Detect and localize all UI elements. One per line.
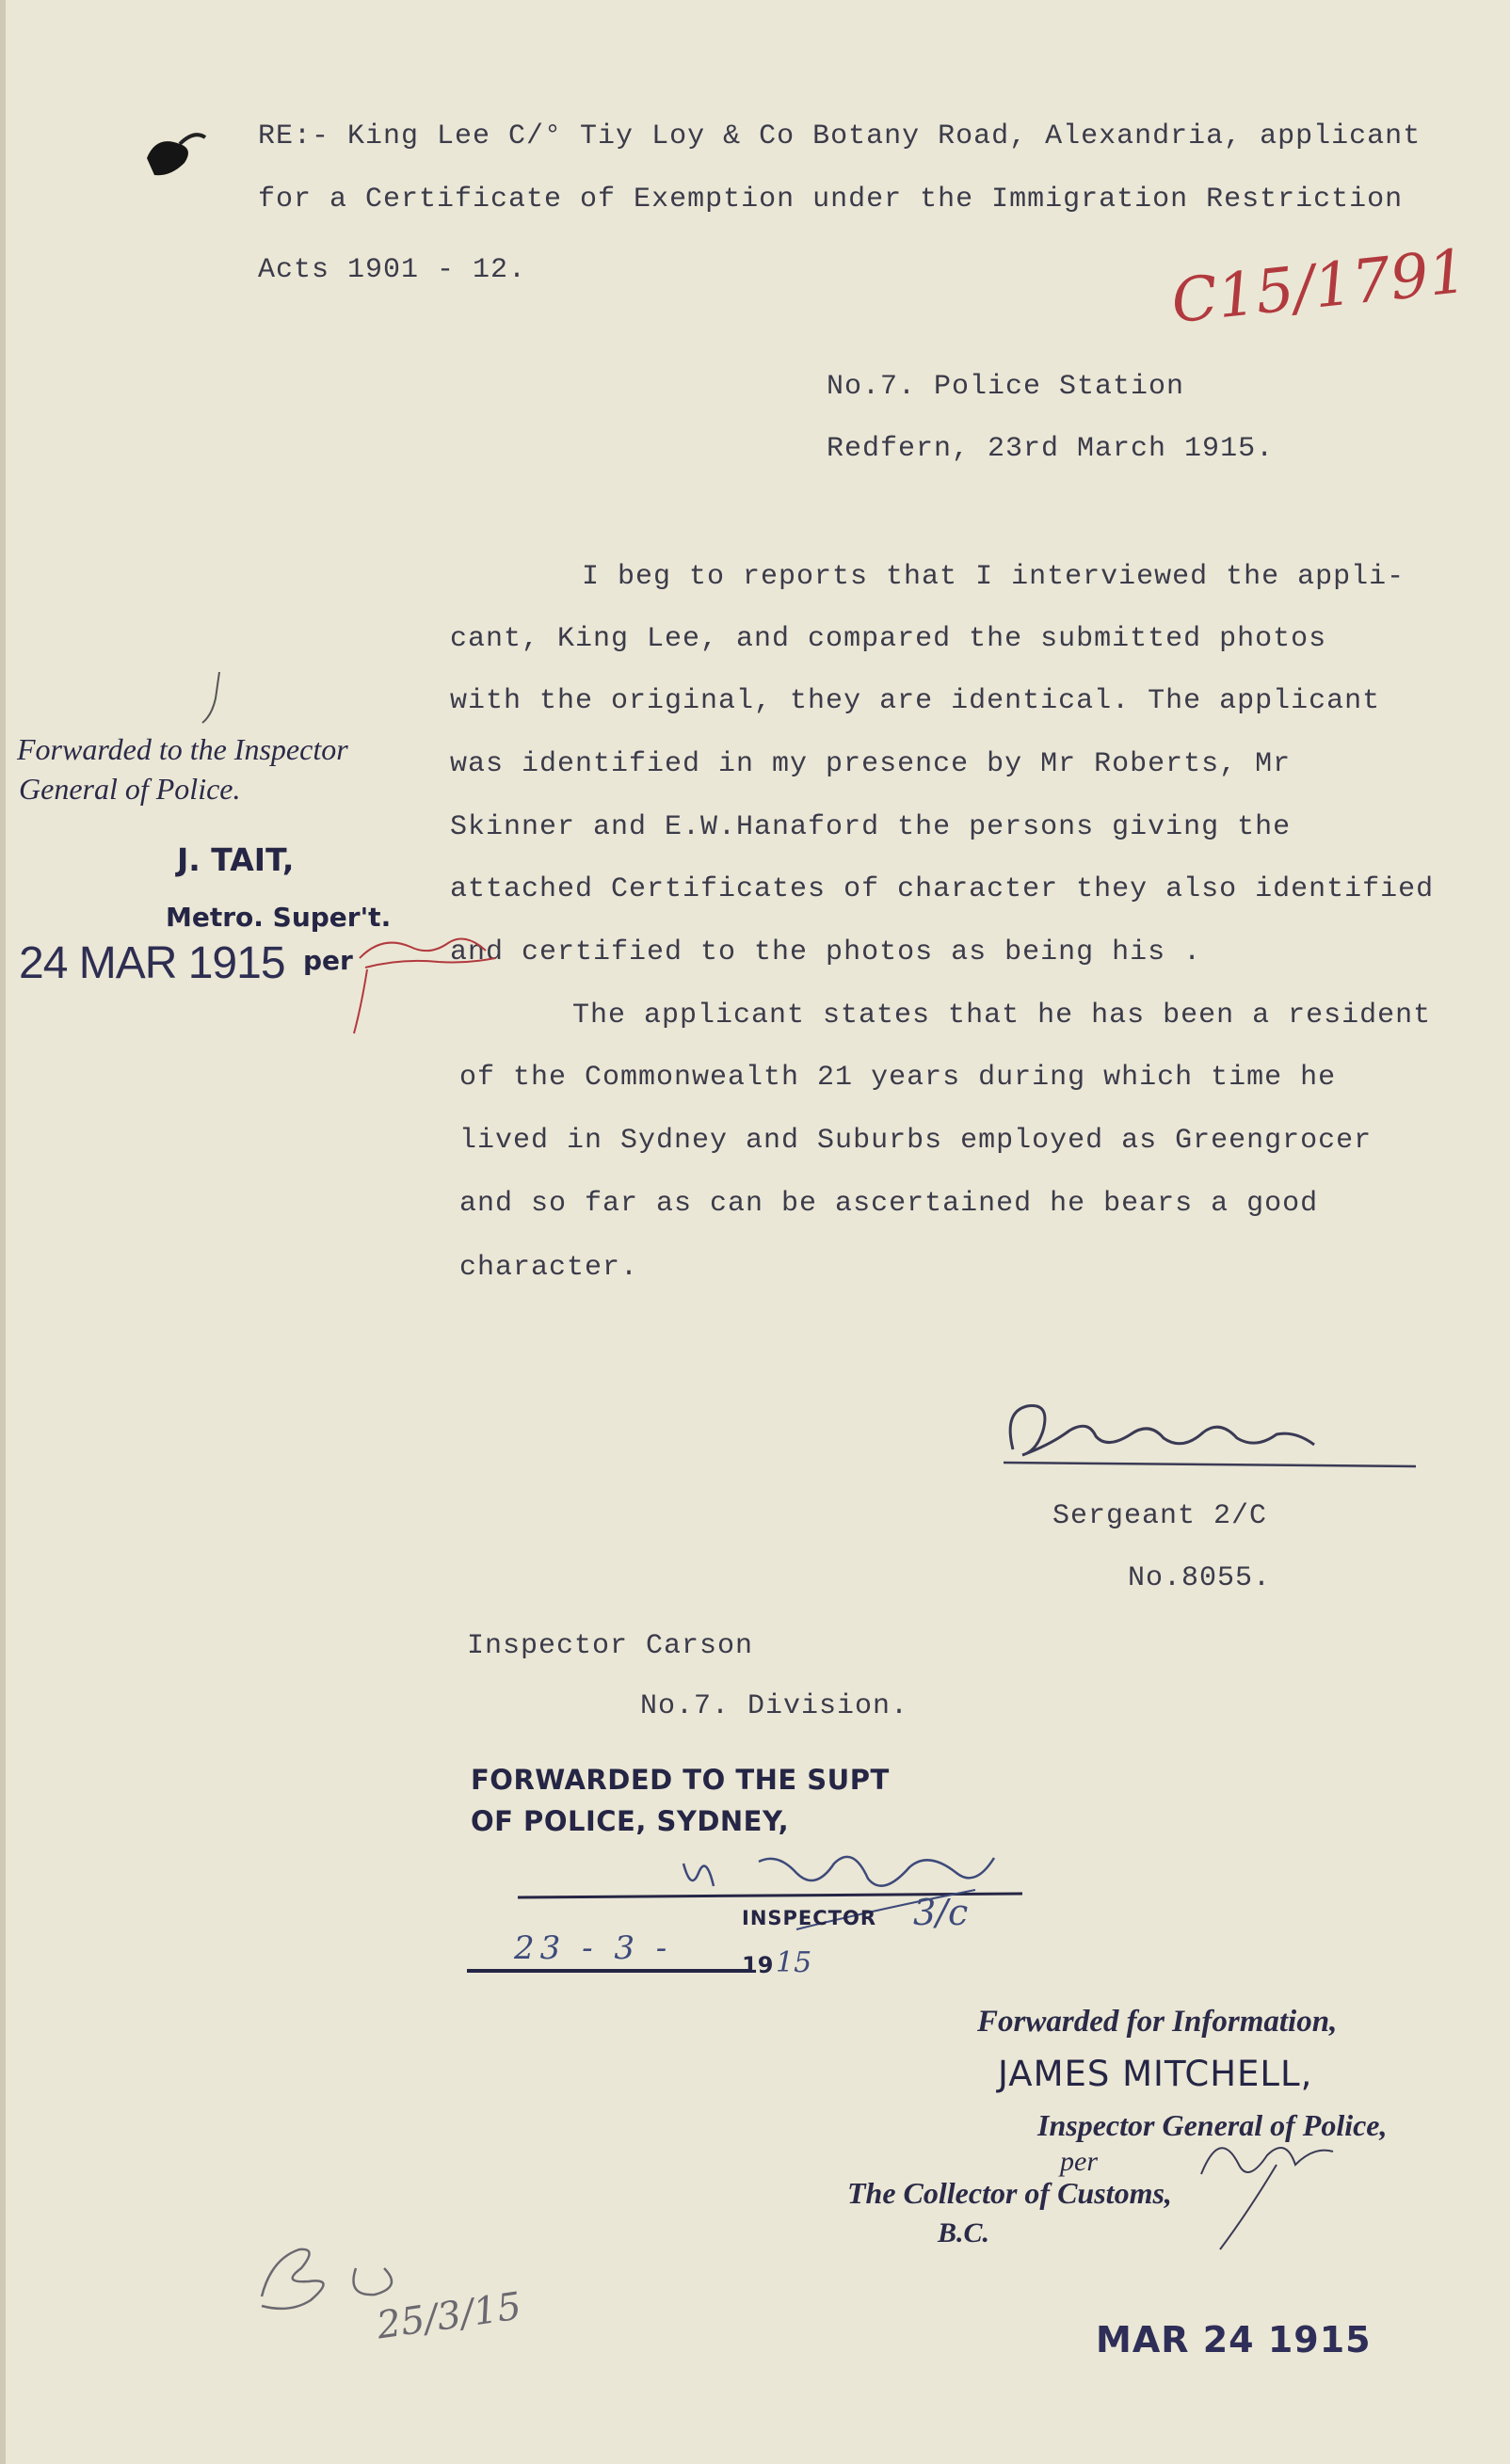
stamp-forwarded-line: Forwarded to the Inspector — [17, 732, 348, 766]
body-line: was identified in my presence by Mr Roberts, Mr — [450, 748, 1292, 780]
initials-date: 25/3/15 — [374, 2284, 524, 2348]
sergeant-signature — [985, 1393, 1418, 1478]
body-line: cant, King Lee, and compared the submitted photos — [450, 623, 1327, 655]
year-suffix: 15 — [776, 1946, 812, 1979]
stamp-title: Metro. Super't. — [166, 902, 392, 933]
place-date-line: Redfern, 23rd March 1915. — [827, 433, 1275, 465]
inspector-label: INSPECTOR — [742, 1907, 877, 1929]
re-line-3: Acts 1901 - 12. — [258, 254, 527, 286]
file-number: C15/1791 — [1167, 236, 1470, 338]
handwritten-date: 23 - 3 - — [514, 1929, 673, 1967]
body-line: with the original, they are identical. The applicant — [450, 685, 1381, 717]
sergeant-number: No.8055. — [1128, 1562, 1272, 1594]
body-line: attached Certificates of character they also identified — [450, 873, 1435, 905]
per-signature-red — [354, 930, 514, 1043]
body-line: character. — [459, 1252, 639, 1284]
info-per-signature — [1192, 2108, 1342, 2259]
info-per: per — [1060, 2146, 1098, 2177]
re-line-1: RE:- King Lee C/° Tiy Loy & Co Botany Road, Alexandria, applicant — [258, 120, 1422, 152]
date-underline — [467, 1965, 749, 1976]
info-code: B.C. — [938, 2217, 990, 2248]
sergeant-rank: Sergeant 2/C — [1052, 1500, 1268, 1532]
info-to: The Collector of Customs, — [847, 2176, 1172, 2210]
stamp-date: 24 MAR 1915 — [19, 938, 285, 988]
info-name: JAMES MITCHELL, — [998, 2054, 1313, 2094]
received-date-stamp: MAR 24 1915 — [1096, 2319, 1372, 2360]
stamp-name: J. TAIT, — [177, 841, 295, 878]
body-line: lived in Sydney and Suburbs employed as Greengrocer — [459, 1125, 1373, 1157]
year-prefix: 19 — [742, 1952, 774, 1978]
body-line: and certified to the photos as being his . — [450, 936, 1202, 968]
re-line-2: for a Certificate of Exemption under the Immigration Restriction — [258, 184, 1404, 216]
body-line: and so far as can be ascertained he bears a good — [459, 1188, 1319, 1220]
info-line-1: Forwarded for Information, — [977, 2005, 1338, 2039]
check-mark — [199, 670, 227, 727]
stamp-general-line: General of Police. — [19, 772, 241, 806]
forward-stamp-line-1: FORWARDED TO THE SUPT — [471, 1764, 890, 1796]
body-line: I beg to reports that I interviewed the appli- — [582, 561, 1406, 593]
addressee-line-2: No.7. Division. — [640, 1690, 909, 1722]
body-line: of the Commonwealth 21 years during which time he — [459, 1062, 1337, 1094]
forward-stamp-line-2: OF POLICE, SYDNEY, — [471, 1805, 790, 1837]
body-line: Skinner and E.W.Hanaford the persons giving the — [450, 811, 1292, 843]
body-line: The applicant states that he has been a resident — [572, 1000, 1432, 1032]
addressee-line-1: Inspector Carson — [467, 1630, 754, 1662]
inspector-suffix: 3/c — [913, 1892, 969, 1933]
station-line: No.7. Police Station — [827, 371, 1185, 403]
ink-blot-mark — [137, 120, 213, 186]
stamp-per: per — [303, 945, 353, 976]
info-title: Inspector General of Police, — [1037, 2108, 1388, 2142]
